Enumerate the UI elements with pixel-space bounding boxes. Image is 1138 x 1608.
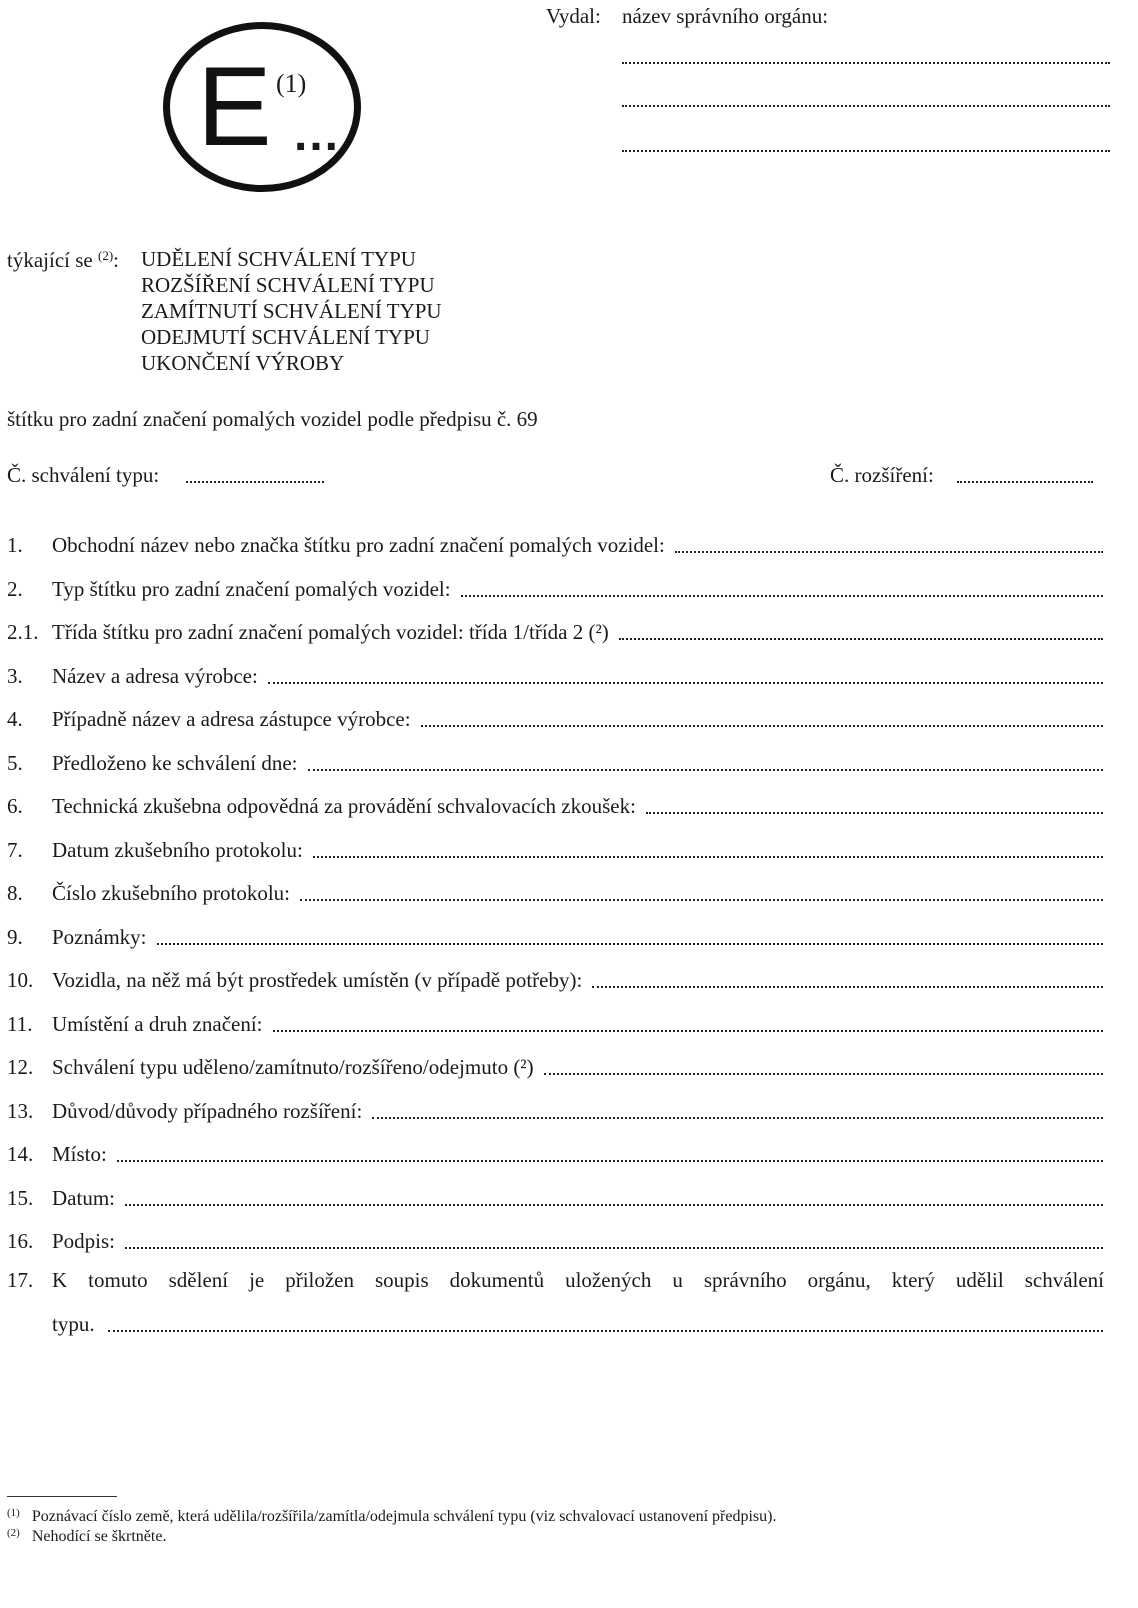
item-4-field[interactable] — [268, 682, 1103, 684]
item-9-field[interactable] — [300, 899, 1103, 901]
item-17-label: Podpis: — [52, 1229, 116, 1253]
item-2-field[interactable] — [461, 595, 1103, 597]
footnote-1 — [7, 1508, 776, 1525]
item-13-number: 12. — [7, 1055, 34, 1079]
item-6-number: 5. — [7, 751, 23, 775]
issued-by-value: název správního orgánu: — [622, 4, 829, 28]
item-3-label: Třída štítku pro zadní značení pomalých vozidel: třída 1/třída 2 (²) — [52, 620, 609, 644]
item-14-label: Důvod/důvody případného rozšíření: — [52, 1099, 363, 1123]
item-4-number: 3. — [7, 664, 23, 688]
item-17-line-2: typu. — [52, 1312, 95, 1336]
footnote-1-text: Poznávací číslo země, která udělila/rozšířila/zamítla/odejmula schválení typu (viz schvalovací ustanovení předpisu). — [31, 1508, 777, 1525]
item-9-label: Číslo zkušebního protokolu: — [52, 881, 290, 905]
subject-line: štítku pro zadní značení pomalých vozidel podle předpisu č. 69 — [7, 407, 538, 431]
footnote-rule — [7, 1496, 117, 1497]
footnote-2-ref: (2) — [7, 1527, 20, 1539]
item-11-number: 10. — [7, 968, 34, 992]
item-5-field[interactable] — [421, 725, 1103, 727]
emark-letter: E — [197, 44, 272, 169]
extension-no-label: Č. rozšíření: — [830, 463, 934, 487]
concerning-text: týkající se — [7, 248, 93, 272]
item-7-label: Technická zkušebna odpovědná za provádění schvalovacích zkoušek: — [52, 794, 636, 818]
item-17-line-1: K tomuto sdělení je přiložen soupis dokumentů uložených u správního orgánu, který udělil schválení — [52, 1268, 1104, 1292]
item-11-field[interactable] — [592, 986, 1103, 988]
item-2-number: 2. — [7, 577, 23, 601]
approval-no-field[interactable] — [186, 481, 324, 483]
item-16-label: Datum: — [52, 1186, 115, 1210]
issued-by-label: Vydal: — [546, 4, 601, 28]
option-grant: UDĚLENÍ SCHVÁLENÍ TYPU — [141, 247, 416, 271]
item-10-label: Poznámky: — [52, 925, 147, 949]
item-15-number: 14. — [7, 1142, 34, 1166]
item-14-number: 13. — [7, 1099, 34, 1123]
item-4-label: Název a adresa výrobce: — [52, 664, 258, 688]
issuer-line-3[interactable] — [622, 150, 1110, 152]
item-8-field[interactable] — [313, 856, 1103, 858]
item-8-label: Datum zkušebního protokolu: — [52, 838, 303, 862]
item-13-label: Schválení typu uděleno/zamítnuto/rozšířeno/odejmuto (²) — [52, 1055, 534, 1079]
item-5-number: 4. — [7, 707, 23, 731]
item-14-field[interactable] — [372, 1117, 1103, 1119]
item-7-number: 6. — [7, 794, 23, 818]
item-6-field[interactable] — [308, 769, 1104, 771]
footnote-1-ref: (1) — [7, 1507, 20, 1519]
item-16-number: 15. — [7, 1186, 34, 1210]
issuer-line-1[interactable] — [622, 62, 1110, 64]
item-10-number: 9. — [7, 925, 23, 949]
item-17-number: 16. — [7, 1229, 34, 1253]
item-12-field[interactable] — [273, 1030, 1103, 1032]
item-6-label: Předloženo ke schválení dne: — [52, 751, 298, 775]
item-13-field[interactable] — [544, 1073, 1103, 1075]
issuer-line-2[interactable] — [622, 105, 1110, 107]
item-12-number: 11. — [7, 1012, 33, 1036]
concerning-note-ref: (2) — [97, 248, 114, 263]
item-2-label: Typ štítku pro zadní značení pomalých vozidel: — [52, 577, 451, 601]
item-15-field[interactable] — [117, 1160, 1103, 1162]
item-11-label: Vozidla, na něž má být prostředek umístěn (v případě potřeby): — [52, 968, 583, 992]
option-production-ended: UKONČENÍ VÝROBY — [141, 351, 345, 375]
item-3-number: 2.1. — [7, 620, 39, 644]
item-1-field[interactable] — [675, 551, 1103, 553]
footnote-2 — [7, 1528, 166, 1545]
item-15-label: Místo: — [52, 1142, 107, 1166]
item-16-field[interactable] — [125, 1204, 1103, 1206]
item-10-field[interactable] — [157, 943, 1104, 945]
emark-ellipsis: ... — [294, 108, 341, 161]
option-refusal: ZAMÍTNUTÍ SCHVÁLENÍ TYPU — [141, 299, 442, 323]
extension-no-field[interactable] — [957, 481, 1093, 483]
item-1-label: Obchodní název nebo značka štítku pro zadní značení pomalých vozidel: — [52, 533, 665, 557]
item-12-label: Umístění a druh značení: — [52, 1012, 263, 1036]
approval-no-label: Č. schválení typu: — [7, 463, 160, 487]
option-extension: ROZŠÍŘENÍ SCHVÁLENÍ TYPU — [141, 273, 435, 297]
item-17-field[interactable] — [108, 1330, 1103, 1332]
emark-note-ref: (1) — [276, 69, 307, 98]
approval-e-mark-logo — [163, 22, 361, 192]
concerning-colon: : — [113, 248, 119, 272]
item-5-label: Případně název a adresa zástupce výrobce: — [52, 707, 411, 731]
item-1-number: 1. — [7, 533, 23, 557]
option-withdrawal: ODEJMUTÍ SCHVÁLENÍ TYPU — [141, 325, 430, 349]
item-3-field[interactable] — [619, 638, 1103, 640]
item-17-number: 17. — [7, 1268, 34, 1292]
item-8-number: 7. — [7, 838, 23, 862]
item-7-field[interactable] — [646, 812, 1103, 814]
concerning-label — [7, 249, 119, 271]
item-9-number: 8. — [7, 881, 23, 905]
item-17-field[interactable] — [125, 1247, 1103, 1249]
footnote-2-text: Nehodící se škrtněte. — [31, 1528, 167, 1545]
